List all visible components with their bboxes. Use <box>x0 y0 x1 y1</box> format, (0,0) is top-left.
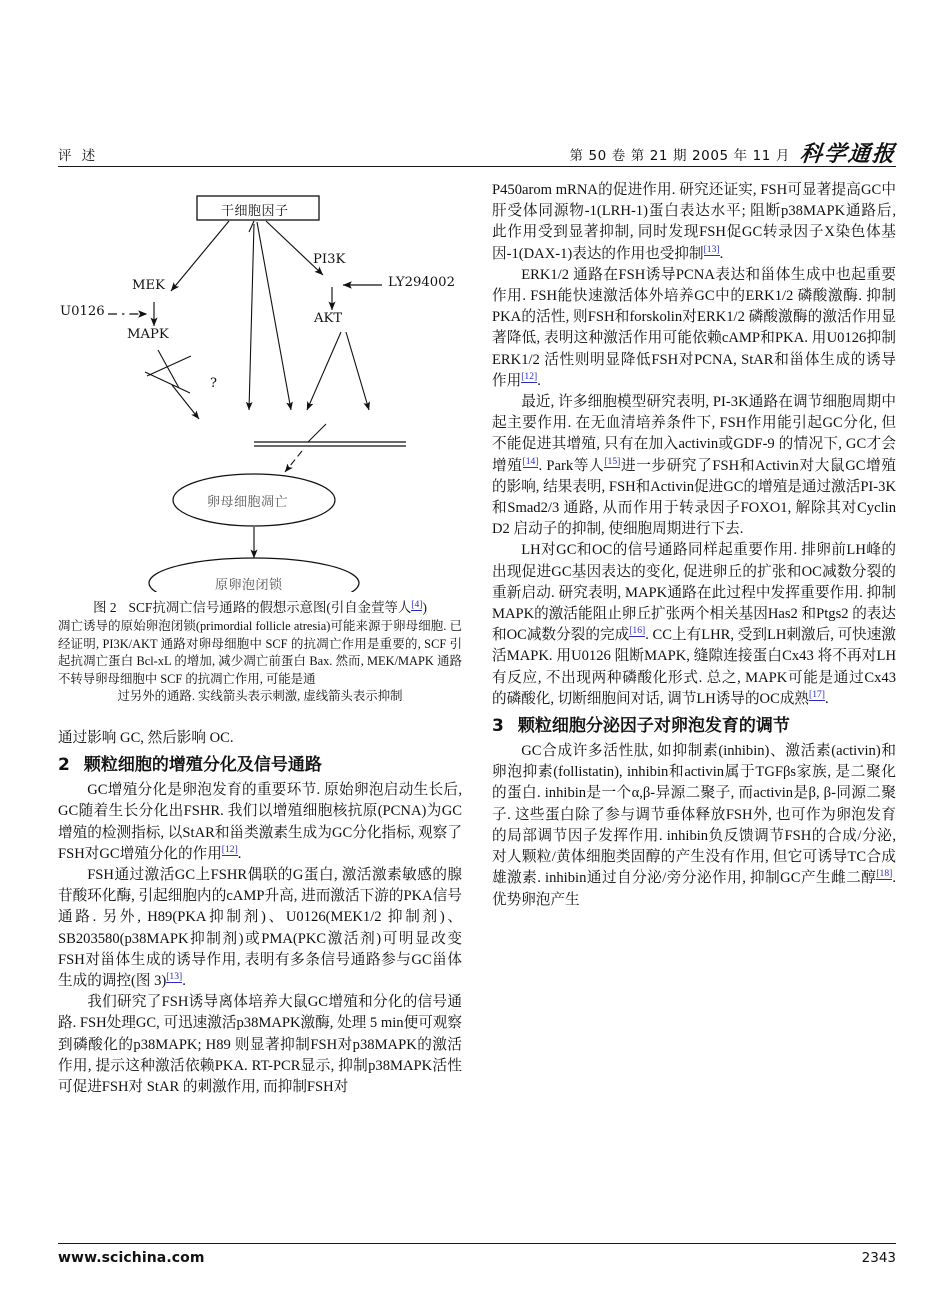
section-3-title: 颗粒细胞分泌因子对卵泡发育的调节 <box>517 716 790 737</box>
ref-15[interactable]: [15] <box>604 455 621 467</box>
right-para-3-text-a: 最近, 许多细胞模型研究表明, PI-3K通路在调节细胞周期中起主要作用. 在无血清培养条件下, FSH作用能引起GC分化, 但不能促进其增殖, 只有在加入activin或GDF-9 的情况下, GC才会增殖 <box>492 394 896 474</box>
footer-rule <box>58 1243 896 1244</box>
figure-2-caption <box>58 598 462 706</box>
right-para-2 <box>492 265 896 392</box>
figure-2-caption-last: 过另外的通路. 实线箭头表示刺激, 虚线箭头表示抑制 <box>117 689 403 704</box>
running-head-right <box>569 144 896 166</box>
left-para-1 <box>58 780 462 865</box>
right-para-5-tail: . 优势卵泡产生 <box>492 870 896 908</box>
node-follicle-atresia-label: 原卵泡闭锁 <box>215 578 283 593</box>
ref-13[interactable]: [13] <box>166 971 183 983</box>
figure-2-artwork <box>58 180 462 592</box>
right-para-4-text-c: . <box>825 690 829 707</box>
node-scf-label: 干细胞因子 <box>221 204 289 219</box>
figure-2-title-text: SCF抗凋亡信号通路的假想示意图(引自金萱等人 <box>128 600 412 615</box>
section-heading-2 <box>58 753 462 778</box>
ref-12-b[interactable]: [12] <box>521 370 538 382</box>
figure-ref-4[interactable]: [4] <box>411 598 423 610</box>
left-para-2-tail: . <box>182 973 186 990</box>
running-head-section: 评 述 <box>58 148 99 164</box>
right-para-1-text: P450arom mRNA的促进作用. 研究还证实, FSH可显著提高GC中肝受体同源物-1(LRH-1)蛋白表达水平; 阻断p38MAPK通路后, 此作用受到显著抑制, 同时发现FSH促GC转录因子X染色体基因-1(DAX-1)表达的作用也受抑制 <box>492 182 896 262</box>
right-para-1-tail: . <box>719 245 724 262</box>
right-para-4 <box>492 540 896 710</box>
figure-2-number: 图 2 <box>93 600 117 615</box>
figure-2-title-tail: ) <box>422 600 427 615</box>
scf-pathway-diagram <box>58 180 462 592</box>
right-para-2-tail: . <box>537 372 541 389</box>
right-para-4-text-b: . CC上有LHR, 受到LH刺激后, 可快速激活MAPK. 用U0126 阻断MAPK, 缝隙连接蛋白Cx43 将不再对LH有反应, 不出现两种磷酸化形式. 总之, MAPK可能是通过Cx43 的磷酸化, 切断细胞间对话, 调节LH诱导的OC成熟 <box>492 627 896 707</box>
left-para-3: 我们研究了FSH诱导离体培养大鼠GC增殖和分化的信号通路. FSH处理GC, 可迅速激活p38MAPK激酶, 处理 5 min便可观察到磷酸化的p38MAPK; H89 则显著抑制FSH对p38MAPK的激活作用, 提示这种激活依赖PKA. RT-PCR显示, 抑制p38MAPK活性可促进FSH对 StAR 的刺激作用, 而抑制FSH对 <box>58 994 462 1096</box>
section-heading-3 <box>492 714 896 739</box>
node-u0126-label: U0126 <box>60 304 105 319</box>
section-2-number: 2 <box>58 755 70 776</box>
ref-17[interactable]: [17] <box>809 689 825 701</box>
figure-2-caption-body: 凋亡诱导的原始卵泡闭锁(primordial follicle atresia)可能来源于卵母细胞. 已经证明, PI3K/AKT 通路对卵母细胞中 SCF 的抗凋亡作用是重要的, SCF 引起抗凋亡蛋白 Bcl-xL 的增加, 减少凋亡前蛋白 Bax. 然而, MEK/MAPK 通路不转导卵母细胞中 SCF 的抗凋亡作用, 可能是通 <box>58 619 462 686</box>
node-pi3k-label: PI3K <box>313 252 346 267</box>
node-mek-label: MEK <box>132 278 165 293</box>
left-column <box>58 728 462 1098</box>
right-para-5-text: GC合成许多活性肽, 如抑制素(inhibin)、激活素(activin)和卵泡抑素(follistatin), inhibin和activin属于TGFβs家族, 是二聚化的蛋白. inhibin是一个α,β-异源二聚子, 而activin是β, β-同源二聚子. 这些蛋白除了参与调节垂体释放FSH外, 也可作为卵泡发育的局部调节因子发挥作用. inhibin负反馈调节FSH的合成/分泌, 对人颗粒/黄体细胞类固醇的产生没有作用, 但它可诱导TC合成雄激素. inhibin通过自分泌/旁分泌作用, 抑制GC产生雌二醇 <box>492 743 897 887</box>
question-mark-label: ? <box>210 376 217 391</box>
ref-18[interactable]: [18] <box>876 868 893 880</box>
right-column <box>492 180 896 911</box>
right-para-2-text: ERK1/2 通路在FSH诱导PCNA表达和甾体生成中也起重要作用. FSH能快速激活体外培养GC中的ERK1/2 磷酸激酶. 抑制PKA的活性, 则FSH和forskolin对ERK1/2 磷酸激酶的激活作用显著降低, 表明这种激活作用可能依赖cAMP和PKA. 用U0126抑制ERK1/2 活性则明显降低FSH对PCNA, StAR和甾体生成的诱导作用 <box>492 266 896 389</box>
section-2-title: 颗粒细胞的增殖分化及信号通路 <box>83 755 322 776</box>
page-footer <box>58 1250 896 1266</box>
right-para-3 <box>492 392 896 540</box>
right-para-1 <box>492 180 896 265</box>
left-para-1-text: GC增殖分化是卵泡发育的重要环节. 原始卵泡启动生长后, GC随着生长分化出FSHR. 我们以增殖细胞核抗原(PCNA)为GC增殖的检测指标, 以StAR和甾类激素生成为GC分化指标, 观察了FSH对GC增殖分化的作用 <box>58 782 462 862</box>
right-para-3-text-c: 进一步研究了FSH和Activin对大鼠GC增殖的影响, 结果表明, FSH和Activin促进GC的增殖是通过激活PI-3K和Smad2/3 通路, 从而作用于转录因子FOXO1, 解除其对Cyclin D2 启动子的抑制, 使细胞周期进行下去. <box>492 457 896 538</box>
journal-website[interactable]: www.scichina.com <box>58 1250 205 1266</box>
node-oocyte-apoptosis-label: 卵母细胞凋亡 <box>207 495 289 510</box>
left-para-1-tail: . <box>237 845 242 862</box>
node-akt-label: AKT <box>314 311 343 326</box>
left-para-2 <box>58 865 462 992</box>
section-3-number: 3 <box>492 716 504 737</box>
issue-info: 第 50 卷 第 21 期 2005 年 11 月 <box>569 148 790 164</box>
right-para-3-text-b: . Park等人 <box>538 457 605 474</box>
figure-2 <box>58 180 462 706</box>
journal-logo: 科学通报 <box>798 142 898 167</box>
node-ly294002-label: LY294002 <box>388 275 455 290</box>
ref-16[interactable]: [16] <box>629 625 646 637</box>
ref-14[interactable]: [14] <box>522 455 539 467</box>
right-para-4-text-a: LH对GC和OC的信号通路同样起重要作用. 排卵前LH峰的出现促进GC基因表达的变化, 促进卵丘的扩张和OC减数分裂的重新启动. 研究表明, MAPK通路在此过程中发挥重要作用. 抑制MAPK的激活能阻止卵丘扩张两个相关基因Has2 和Ptgs2 的表达和OC减数分裂的完成 <box>492 542 896 644</box>
node-mapk-label: MAPK <box>127 327 169 342</box>
figure-2-title-line <box>58 598 462 617</box>
header-rule <box>58 166 896 167</box>
page-number: 2343 <box>861 1250 896 1266</box>
right-para-5 <box>492 741 896 911</box>
left-para-continued: 通过影响 GC, 然后影响 OC. <box>58 730 234 746</box>
left-para-2-text: FSH通过激活GC上FSHR偶联的G蛋白, 激活激素敏感的腺苷酸环化酶, 引起细胞内的cAMP升高, 进而激活下游的PKA信号通路. 另外, H89(PKA抑制剂)、U0126(MEK1/2 抑制剂)、SB203580(p38MAPK抑制剂)或PMA(PKC激活剂)可明显改变FSH对甾体生成的诱导作用, 表明有多条信号通路参与GC甾体生成的调控(图 3) <box>58 867 462 990</box>
ref-13-b[interactable]: [13] <box>703 243 720 255</box>
running-head <box>58 136 896 166</box>
ref-12[interactable]: [12] <box>221 843 238 855</box>
